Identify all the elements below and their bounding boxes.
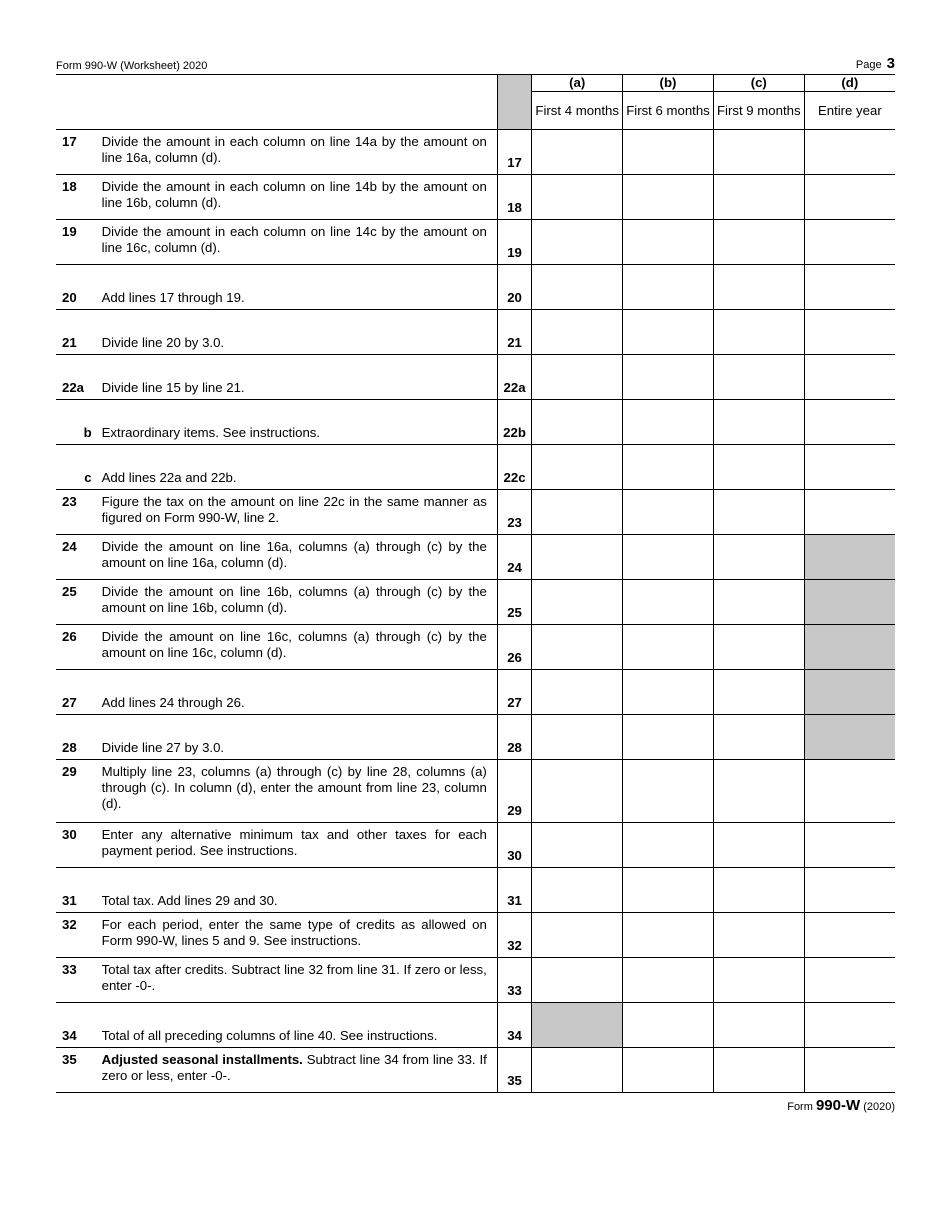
column-label-c: First 9 months — [713, 92, 804, 130]
page-indicator — [856, 55, 895, 72]
line-description-text: Divide line 15 by line 21. — [101, 380, 245, 395]
line-description-text: Subtract line 34 from line 33. If zero or less, enter -0-. — [101, 1052, 487, 1083]
amount-field-c[interactable] — [713, 715, 804, 760]
amount-field-c[interactable] — [713, 1048, 804, 1093]
amount-field-b[interactable] — [623, 400, 714, 445]
amount-field-b[interactable] — [623, 760, 714, 823]
amount-field-a[interactable] — [532, 715, 623, 760]
amount-field-b[interactable] — [623, 175, 714, 220]
amount-field-a[interactable] — [532, 220, 623, 265]
line-row — [56, 958, 895, 1003]
line-description-text: Divide the amount on line 16b, columns (a) through (c) by the amount on line 16b, column (d). — [101, 584, 487, 615]
amount-field-b[interactable] — [623, 625, 714, 670]
column-letter-row — [56, 75, 895, 92]
amount-field-d[interactable] — [804, 1003, 895, 1048]
worksheet-table — [56, 75, 895, 1093]
amount-field-c[interactable] — [713, 760, 804, 823]
amount-field-a[interactable] — [532, 823, 623, 868]
amount-field-c[interactable] — [713, 355, 804, 400]
form-footer — [787, 1097, 895, 1114]
line-row — [56, 715, 895, 760]
line-row — [56, 490, 895, 535]
line-reference: 22b — [497, 400, 531, 445]
amount-field-c[interactable] — [713, 445, 804, 490]
amount-field-a[interactable] — [532, 913, 623, 958]
line-number: 19 — [56, 220, 102, 265]
line-description-text: For each period, enter the same type of credits as allowed on Form 990-W, lines 5 and 9. See instructions. — [101, 917, 487, 948]
line-reference: 19 — [497, 220, 531, 265]
line-row — [56, 265, 895, 310]
amount-field-b[interactable] — [623, 670, 714, 715]
line-description — [102, 265, 498, 310]
column-label-b: First 6 months — [623, 92, 714, 130]
line-number: 23 — [56, 490, 102, 535]
amount-field-b[interactable] — [623, 823, 714, 868]
line-reference: 17 — [497, 130, 531, 175]
amount-field-c[interactable] — [713, 913, 804, 958]
line-description-text: Divide the amount in each column on line 14b by the amount on line 16b, column (d). — [101, 179, 487, 210]
line-row — [56, 445, 895, 490]
amount-field-a[interactable] — [532, 580, 623, 625]
shaded-cell — [804, 580, 895, 625]
line-reference: 33 — [497, 958, 531, 1003]
line-row — [56, 310, 895, 355]
line-number: 28 — [56, 715, 102, 760]
line-description-bold: Adjusted seasonal installments. — [101, 1052, 303, 1067]
amount-field-d[interactable] — [804, 1048, 895, 1093]
line-row — [56, 130, 895, 175]
line-number: 33 — [56, 958, 102, 1003]
line-description-text: Extraordinary items. See instructions. — [101, 425, 321, 440]
line-number: c — [56, 445, 102, 490]
line-number: 17 — [56, 130, 102, 175]
line-description-text: Divide the amount in each column on line 14a by the amount on line 16a, column (d). — [101, 134, 487, 165]
amount-field-b[interactable] — [623, 580, 714, 625]
form-title: Form 990-W (Worksheet) 2020 — [56, 60, 208, 72]
amount-field-c[interactable] — [713, 535, 804, 580]
amount-field-a[interactable] — [532, 625, 623, 670]
line-reference: 34 — [497, 1003, 531, 1048]
line-description-text: Divide line 20 by 3.0. — [101, 335, 225, 350]
amount-field-b[interactable] — [623, 958, 714, 1003]
column-label-row — [56, 92, 895, 130]
line-description — [102, 580, 498, 625]
shaded-cell — [804, 715, 895, 760]
amount-field-b[interactable] — [623, 913, 714, 958]
line-description — [102, 760, 498, 823]
amount-field-a[interactable] — [532, 868, 623, 913]
line-row — [56, 868, 895, 913]
amount-field-a[interactable] — [532, 760, 623, 823]
line-description-text: Divide the amount on line 16a, columns (a) through (c) by the amount on line 16a, column (d). — [101, 539, 487, 570]
amount-field-c[interactable] — [713, 580, 804, 625]
amount-field-a[interactable] — [532, 130, 623, 175]
line-number: 29 — [56, 760, 102, 823]
line-number: 18 — [56, 175, 102, 220]
column-label-a: First 4 months — [532, 92, 623, 130]
amount-field-b[interactable] — [623, 868, 714, 913]
footer-prefix: Form — [787, 1101, 813, 1113]
line-reference: 29 — [497, 760, 531, 823]
line-reference: 31 — [497, 868, 531, 913]
amount-field-d[interactable] — [804, 175, 895, 220]
line-description-text: Total tax after credits. Subtract line 32 from line 31. If zero or less, enter -0-. — [101, 962, 487, 993]
line-description — [102, 868, 498, 913]
line-description-text: Divide line 27 by 3.0. — [101, 740, 225, 755]
amount-field-a[interactable] — [532, 670, 623, 715]
line-description — [102, 310, 498, 355]
line-description — [102, 400, 498, 445]
line-number: 31 — [56, 868, 102, 913]
line-reference: 32 — [497, 913, 531, 958]
line-row — [56, 913, 895, 958]
line-description-text: Divide the amount on line 16c, columns (a) through (c) by the amount on line 16c, column (d). — [101, 629, 487, 660]
line-row — [56, 580, 895, 625]
amount-field-d[interactable] — [804, 868, 895, 913]
amount-field-d[interactable] — [804, 310, 895, 355]
line-reference: 21 — [497, 310, 531, 355]
line-number: 22a — [56, 355, 102, 400]
line-number: 26 — [56, 625, 102, 670]
line-row — [56, 1003, 895, 1048]
amount-field-d[interactable] — [804, 265, 895, 310]
line-description-text: Divide the amount in each column on line 14c by the amount on line 16c, column (d). — [101, 224, 487, 255]
shaded-cell — [804, 625, 895, 670]
amount-field-b[interactable] — [623, 220, 714, 265]
column-letter-c: (c) — [713, 75, 804, 92]
amount-field-a[interactable] — [532, 535, 623, 580]
amount-field-c[interactable] — [713, 175, 804, 220]
line-reference: 28 — [497, 715, 531, 760]
column-letter-d: (d) — [804, 75, 895, 92]
amount-field-d[interactable] — [804, 958, 895, 1003]
line-number: 35 — [56, 1048, 102, 1093]
shaded-cell — [532, 1003, 623, 1048]
amount-field-c[interactable] — [713, 265, 804, 310]
shaded-cell — [804, 670, 895, 715]
line-row — [56, 175, 895, 220]
amount-field-a[interactable] — [532, 265, 623, 310]
line-row — [56, 1048, 895, 1093]
line-description — [102, 670, 498, 715]
line-reference: 25 — [497, 580, 531, 625]
line-description-text: Enter any alternative minimum tax and other taxes for each payment period. See instructions. — [101, 827, 487, 858]
line-description — [102, 535, 498, 580]
amount-field-c[interactable] — [713, 130, 804, 175]
amount-field-c[interactable] — [713, 490, 804, 535]
amount-field-d[interactable] — [804, 823, 895, 868]
line-reference: 27 — [497, 670, 531, 715]
line-reference: 35 — [497, 1048, 531, 1093]
line-description — [102, 625, 498, 670]
amount-field-d[interactable] — [804, 130, 895, 175]
line-reference: 26 — [497, 625, 531, 670]
line-row — [56, 823, 895, 868]
amount-field-b[interactable] — [623, 310, 714, 355]
line-row — [56, 400, 895, 445]
footer-form-number: 990-W — [815, 1097, 861, 1114]
amount-field-d[interactable] — [804, 913, 895, 958]
line-description-text: Multiply line 23, columns (a) through (c) by line 28, columns (a) through (c). In column (d), enter the amount from line 23, column (d). — [101, 764, 487, 811]
line-description — [102, 958, 498, 1003]
column-label-d: Entire year — [804, 92, 895, 130]
amount-field-c[interactable] — [713, 823, 804, 868]
line-description — [102, 823, 498, 868]
line-description-text: Add lines 17 through 19. — [101, 290, 245, 305]
line-description — [102, 1003, 498, 1048]
line-reference: 22c — [497, 445, 531, 490]
amount-field-a[interactable] — [532, 958, 623, 1003]
amount-field-a[interactable] — [532, 355, 623, 400]
line-description — [102, 913, 498, 958]
line-number: 27 — [56, 670, 102, 715]
amount-field-b[interactable] — [623, 130, 714, 175]
line-number: 34 — [56, 1003, 102, 1048]
amount-field-a[interactable] — [532, 175, 623, 220]
amount-field-d[interactable] — [804, 220, 895, 265]
line-reference: 20 — [497, 265, 531, 310]
line-description — [102, 355, 498, 400]
line-description-text: Figure the tax on the amount on line 22c in the same manner as figured on Form 990-W, line 2. — [101, 494, 487, 525]
amount-field-b[interactable] — [623, 1048, 714, 1093]
amount-field-a[interactable] — [532, 400, 623, 445]
line-description-text: Add lines 24 through 26. — [101, 695, 245, 710]
amount-field-a[interactable] — [532, 310, 623, 355]
amount-field-c[interactable] — [713, 1003, 804, 1048]
line-reference: 30 — [497, 823, 531, 868]
amount-field-a[interactable] — [532, 445, 623, 490]
amount-field-c[interactable] — [713, 625, 804, 670]
line-row — [56, 220, 895, 265]
line-description — [102, 130, 498, 175]
line-number: 21 — [56, 310, 102, 355]
amount-field-d[interactable] — [804, 400, 895, 445]
line-description — [102, 220, 498, 265]
amount-field-c[interactable] — [713, 868, 804, 913]
line-row — [56, 355, 895, 400]
amount-field-b[interactable] — [623, 445, 714, 490]
line-description — [102, 175, 498, 220]
column-letter-a: (a) — [532, 75, 623, 92]
amount-field-c[interactable] — [713, 220, 804, 265]
line-number: 32 — [56, 913, 102, 958]
line-description-text: Total tax. Add lines 29 and 30. — [101, 893, 278, 908]
line-description — [102, 1048, 498, 1093]
line-reference: 18 — [497, 175, 531, 220]
amount-field-d[interactable] — [804, 445, 895, 490]
footer-year: (2020) — [863, 1101, 895, 1113]
amount-field-c[interactable] — [713, 958, 804, 1003]
line-row — [56, 760, 895, 823]
line-number: b — [56, 400, 102, 445]
amount-field-b[interactable] — [623, 265, 714, 310]
line-number: 20 — [56, 265, 102, 310]
line-description — [102, 715, 498, 760]
line-row — [56, 625, 895, 670]
amount-field-b[interactable] — [623, 1003, 714, 1048]
amount-field-b[interactable] — [623, 490, 714, 535]
line-description — [102, 490, 498, 535]
shaded-cell — [804, 535, 895, 580]
page-number: 3 — [886, 55, 895, 72]
amount-field-d[interactable] — [804, 355, 895, 400]
amount-field-b[interactable] — [623, 715, 714, 760]
line-description-text: Total of all preceding columns of line 40. See instructions. — [101, 1028, 438, 1043]
amount-field-d[interactable] — [804, 760, 895, 823]
amount-field-b[interactable] — [623, 355, 714, 400]
line-reference: 23 — [497, 490, 531, 535]
reference-column-header — [497, 75, 531, 130]
amount-field-a[interactable] — [532, 1048, 623, 1093]
line-row — [56, 535, 895, 580]
line-description-text: Add lines 22a and 22b. — [101, 470, 237, 485]
amount-field-c[interactable] — [713, 400, 804, 445]
amount-field-c[interactable] — [713, 670, 804, 715]
form-header — [56, 56, 895, 75]
line-row — [56, 670, 895, 715]
line-number: 30 — [56, 823, 102, 868]
line-reference: 24 — [497, 535, 531, 580]
line-description — [102, 445, 498, 490]
amount-field-a[interactable] — [532, 490, 623, 535]
amount-field-d[interactable] — [804, 490, 895, 535]
amount-field-b[interactable] — [623, 535, 714, 580]
line-reference: 22a — [497, 355, 531, 400]
line-number: 24 — [56, 535, 102, 580]
amount-field-c[interactable] — [713, 310, 804, 355]
column-letter-b: (b) — [623, 75, 714, 92]
page-label: Page — [855, 59, 882, 71]
line-number: 25 — [56, 580, 102, 625]
